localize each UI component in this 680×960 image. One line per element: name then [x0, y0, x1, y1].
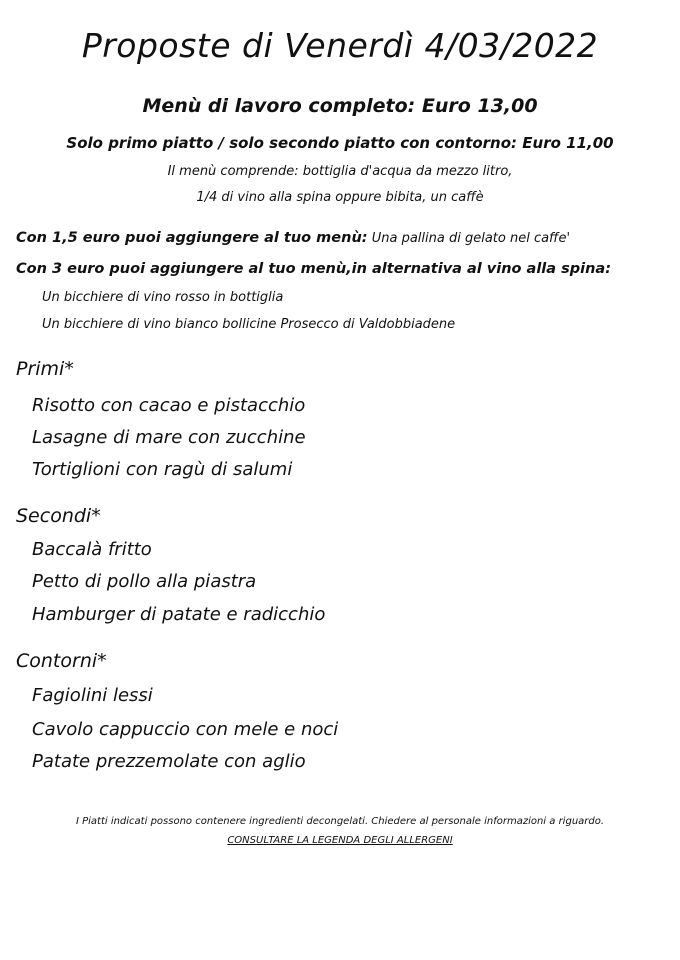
dish-primi-3: Tortiglioni con ragù di salumi — [32, 459, 293, 480]
section-title-secondi: Secondi* — [16, 505, 101, 527]
dish-secondi-2: Petto di pollo alla piastra — [32, 571, 257, 592]
wine-option-prosecco: Un bicchiere di vino bianco bollicine Prosecco di Valdobbiadene — [42, 317, 456, 332]
dish-contorni-3: Patate prezzemolate con aglio — [32, 751, 306, 772]
addon-gelato — [16, 230, 570, 246]
dish-primi-1: Risotto con cacao e pistacchio — [32, 395, 306, 416]
dish-secondi-3: Hamburger di patate e radicchio — [32, 604, 326, 625]
addon-wine-label: Con 3 euro puoi aggiungere al tuo menù,in alternativa al vino alla spina: — [16, 261, 611, 277]
menu-includes-line-2: 1/4 di vino alla spina oppure bibita, un caffè — [196, 190, 484, 205]
allergen-legend-link[interactable]: CONSULTARE LA LEGENDA DEGLI ALLERGENI — [227, 835, 453, 846]
section-title-primi: Primi* — [16, 358, 74, 380]
wine-option-red: Un bicchiere di vino rosso in bottiglia — [42, 290, 284, 305]
defrost-footnote: I Piatti indicati possono contenere ingredienti decongelati. Chiedere al personale informazioni a riguardo. — [75, 816, 605, 827]
full-menu-price: Menù di lavoro completo: Euro 13,00 — [142, 95, 538, 117]
addon-gelato-text: Una pallina di gelato nel caffe' — [367, 231, 571, 246]
menu-includes-line-1: Il menù comprende: bottiglia d'acqua da mezzo litro, — [167, 164, 513, 179]
page-title: Proposte di Venerdì 4/03/2022 — [81, 26, 599, 65]
section-title-contorni: Contorni* — [16, 650, 107, 672]
addon-wine — [16, 261, 611, 277]
dish-primi-2: Lasagne di mare con zucchine — [32, 427, 306, 448]
partial-menu-price: Solo primo piatto / solo secondo piatto con contorno: Euro 11,00 — [66, 134, 614, 152]
dish-contorni-1: Fagiolini lessi — [32, 685, 153, 706]
dish-contorni-2: Cavolo cappuccio con mele e noci — [32, 719, 339, 740]
addon-gelato-label: Con 1,5 euro puoi aggiungere al tuo menù: — [16, 230, 368, 246]
dish-secondi-1: Baccalà fritto — [32, 539, 152, 560]
